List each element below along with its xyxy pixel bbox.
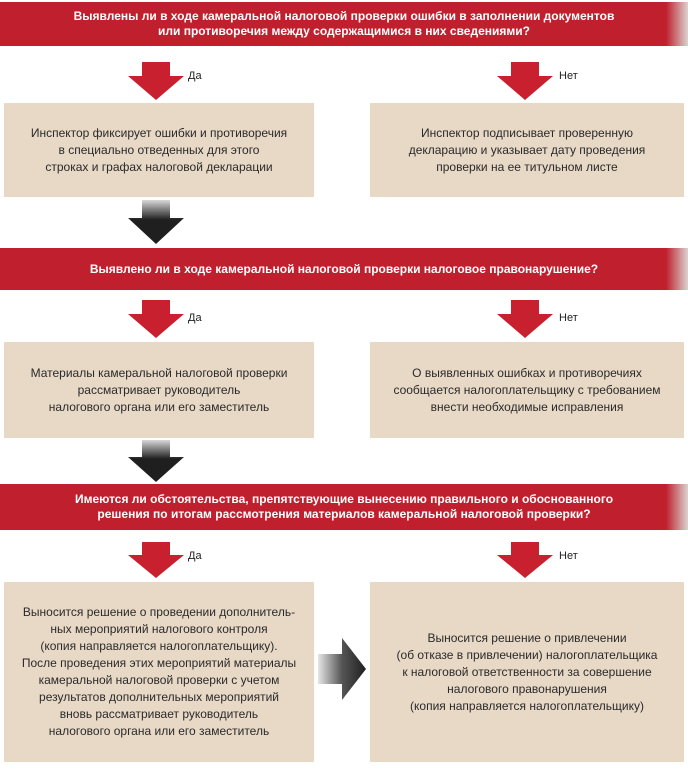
box-3-no-line: Выносится решение о привлечении bbox=[427, 630, 627, 645]
box-3-yes-line: налогового органа или его заместитель bbox=[48, 724, 270, 738]
box-2-no-line: сообщается налогоплательщику с требованием bbox=[393, 382, 661, 397]
box-3-no-line: к налоговой ответственности за совершение bbox=[402, 664, 652, 679]
no-arrow-3 bbox=[497, 542, 553, 578]
box-1-yes-line: в специально отведенных для этого bbox=[58, 142, 260, 157]
box-1-no-line: Инспектор подписывает проверенную bbox=[421, 125, 633, 140]
box-3-no-line: (копия направляется налогоплательщику) bbox=[410, 698, 644, 713]
yes-arrow-3 bbox=[128, 542, 184, 578]
box-3-yes-line: вновь рассматривает руководитель bbox=[59, 707, 259, 721]
box-3-yes bbox=[4, 582, 314, 762]
box-3-yes-line: Выносится решение о проведении дополнитель- bbox=[22, 605, 296, 619]
box-3-yes-line: ных мероприятий налогового контроля bbox=[50, 622, 268, 636]
box-1-yes-line: Инспектор фиксирует ошибки и противоречия bbox=[30, 125, 288, 140]
box-3-yes-line: результатов дополнительных мероприятий bbox=[39, 690, 279, 704]
question-banner-1 bbox=[0, 2, 688, 46]
box-3-yes-line: После проведения этих мероприятий материалы bbox=[21, 656, 297, 670]
banner-fade bbox=[666, 248, 688, 290]
no-arrow-2 bbox=[497, 300, 553, 338]
question-3-line-2: решения по итогам рассмотрения материалов камеральной налоговой проверки? bbox=[97, 507, 591, 521]
box-3-yes-line: (копия направляется налогоплательщику). bbox=[40, 639, 278, 653]
no-label-3: Нет bbox=[559, 550, 578, 562]
box-3-no-line: (об отказе в привлечении) налогоплательщика bbox=[396, 647, 658, 662]
box-2-no-line: О выявленных ошибках и противоречиях bbox=[412, 365, 642, 380]
question-1-line-1: Выявлены ли в ходе камеральной налоговой проверки ошибки в заполнении документов bbox=[73, 9, 615, 23]
box-2-no bbox=[370, 342, 684, 438]
banner-fade bbox=[666, 2, 688, 46]
continue-arrow-1 bbox=[128, 200, 184, 244]
no-label-1: Нет bbox=[559, 70, 578, 82]
box-1-yes bbox=[4, 103, 314, 197]
box-2-yes-line: налогового органа или его заместитель bbox=[48, 399, 270, 414]
yes-arrow-1 bbox=[128, 62, 184, 100]
banner-fade bbox=[666, 484, 688, 530]
yes-label-3: Да bbox=[188, 550, 202, 562]
question-2-line-1: Выявлено ли в ходе камеральной налоговой проверки налоговое правонарушение? bbox=[89, 261, 599, 276]
question-banner-2 bbox=[0, 248, 688, 290]
right-arrow bbox=[318, 638, 366, 700]
box-1-yes-line: строках и графах налоговой декларации bbox=[45, 159, 273, 174]
no-label-2: Нет bbox=[559, 312, 578, 324]
question-banner-3 bbox=[0, 484, 688, 530]
box-1-no-line: декларацию и указывает дату проведения bbox=[408, 142, 646, 157]
box-2-yes-line: рассматривает руководитель bbox=[77, 382, 241, 397]
no-arrow-1 bbox=[497, 62, 553, 100]
question-1-line-2: или противоречия между содержащимися в них сведениями? bbox=[157, 24, 530, 38]
box-2-yes bbox=[4, 342, 314, 438]
box-2-yes-line: Материалы камеральной налоговой проверки bbox=[30, 365, 288, 380]
yes-arrow-2 bbox=[128, 300, 184, 338]
box-3-no-line: налогового правонарушения bbox=[447, 681, 607, 696]
box-3-no bbox=[370, 582, 684, 762]
question-3-line-1: Имеются ли обстоятельства, препятствующие вынесению правильного и обоснованного bbox=[74, 492, 614, 506]
yes-label-1: Да bbox=[188, 70, 202, 82]
continue-arrow-2 bbox=[128, 440, 184, 482]
box-1-no bbox=[370, 103, 684, 197]
box-3-yes-line: камеральной налоговой проверки с учетом bbox=[38, 673, 280, 687]
box-1-no-line: проверки на ее титульном листе bbox=[436, 159, 618, 174]
box-2-no-line: внести необходимые исправления bbox=[430, 399, 624, 414]
yes-label-2: Да bbox=[188, 312, 202, 324]
